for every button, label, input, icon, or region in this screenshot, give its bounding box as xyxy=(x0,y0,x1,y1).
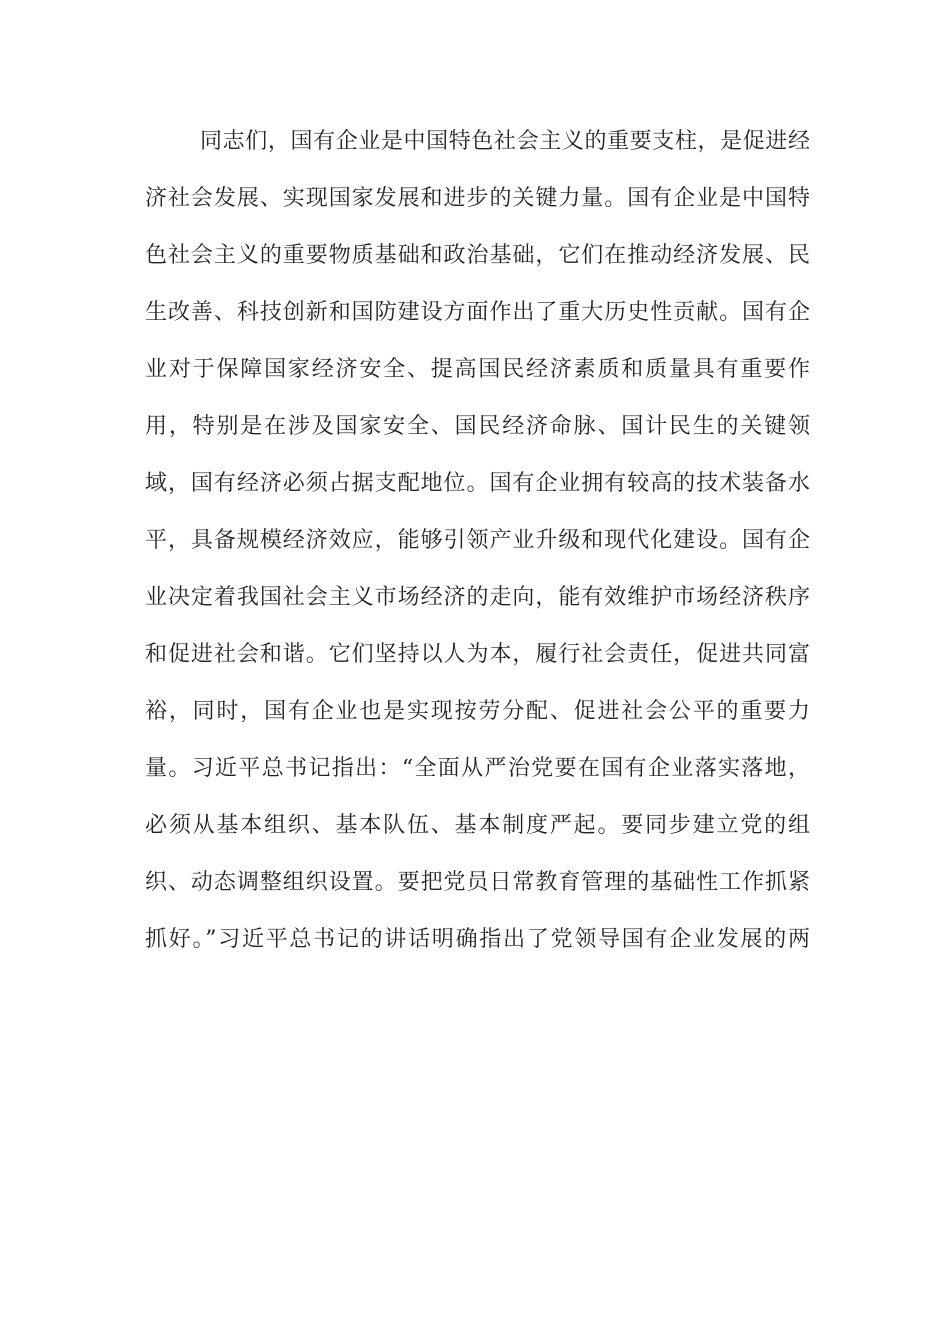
paragraph-line: 裕，同时，国有企业也是实现按劳分配、促进社会公平的重要力 xyxy=(145,699,810,724)
paragraph-line: 和促进社会和谐。它们坚持以人为本，履行社会责任，促进共同富 xyxy=(145,642,810,667)
paragraph-line: 用，特别是在涉及国家安全、国民经济命脉、国计民生的关键领 xyxy=(145,414,810,439)
paragraph-line: 抓好。”习近平总书记的讲话明确指出了党领导国有企业发展的两 xyxy=(145,927,810,952)
paragraph-line: 量。习近平总书记指出：“全面从严治党要在国有企业落实落地， xyxy=(145,756,810,781)
paragraph-line: 色社会主义的重要物质基础和政治基础，它们在推动经济发展、民 xyxy=(145,243,810,268)
paragraph-line: 济社会发展、实现国家发展和进步的关键力量。国有企业是中国特 xyxy=(145,186,810,211)
paragraph-line: 业对于保障国家经济安全、提高国民经济素质和质量具有重要作 xyxy=(145,357,810,382)
paragraph-line: 织、动态调整组织设置。要把党员日常教育管理的基础性工作抓紧 xyxy=(145,870,810,895)
paragraph-line: 生改善、科技创新和国防建设方面作出了重大历史性贡献。国有企 xyxy=(145,300,810,325)
paragraph-line: 域，国有经济必须占据支配地位。国有企业拥有较高的技术装备水 xyxy=(145,471,810,496)
paragraph-line: 平，具备规模经济效应，能够引领产业升级和现代化建设。国有企 xyxy=(145,528,810,553)
body-paragraph xyxy=(145,118,810,973)
paragraph-line: 同志们，国有企业是中国特色社会主义的重要支柱，是促进经 xyxy=(200,129,810,154)
paragraph-line: 必须从基本组织、基本队伍、基本制度严起。要同步建立党的组 xyxy=(145,813,810,838)
paragraph-line: 业决定着我国社会主义市场经济的走向，能有效维护市场经济秩序 xyxy=(145,585,810,610)
